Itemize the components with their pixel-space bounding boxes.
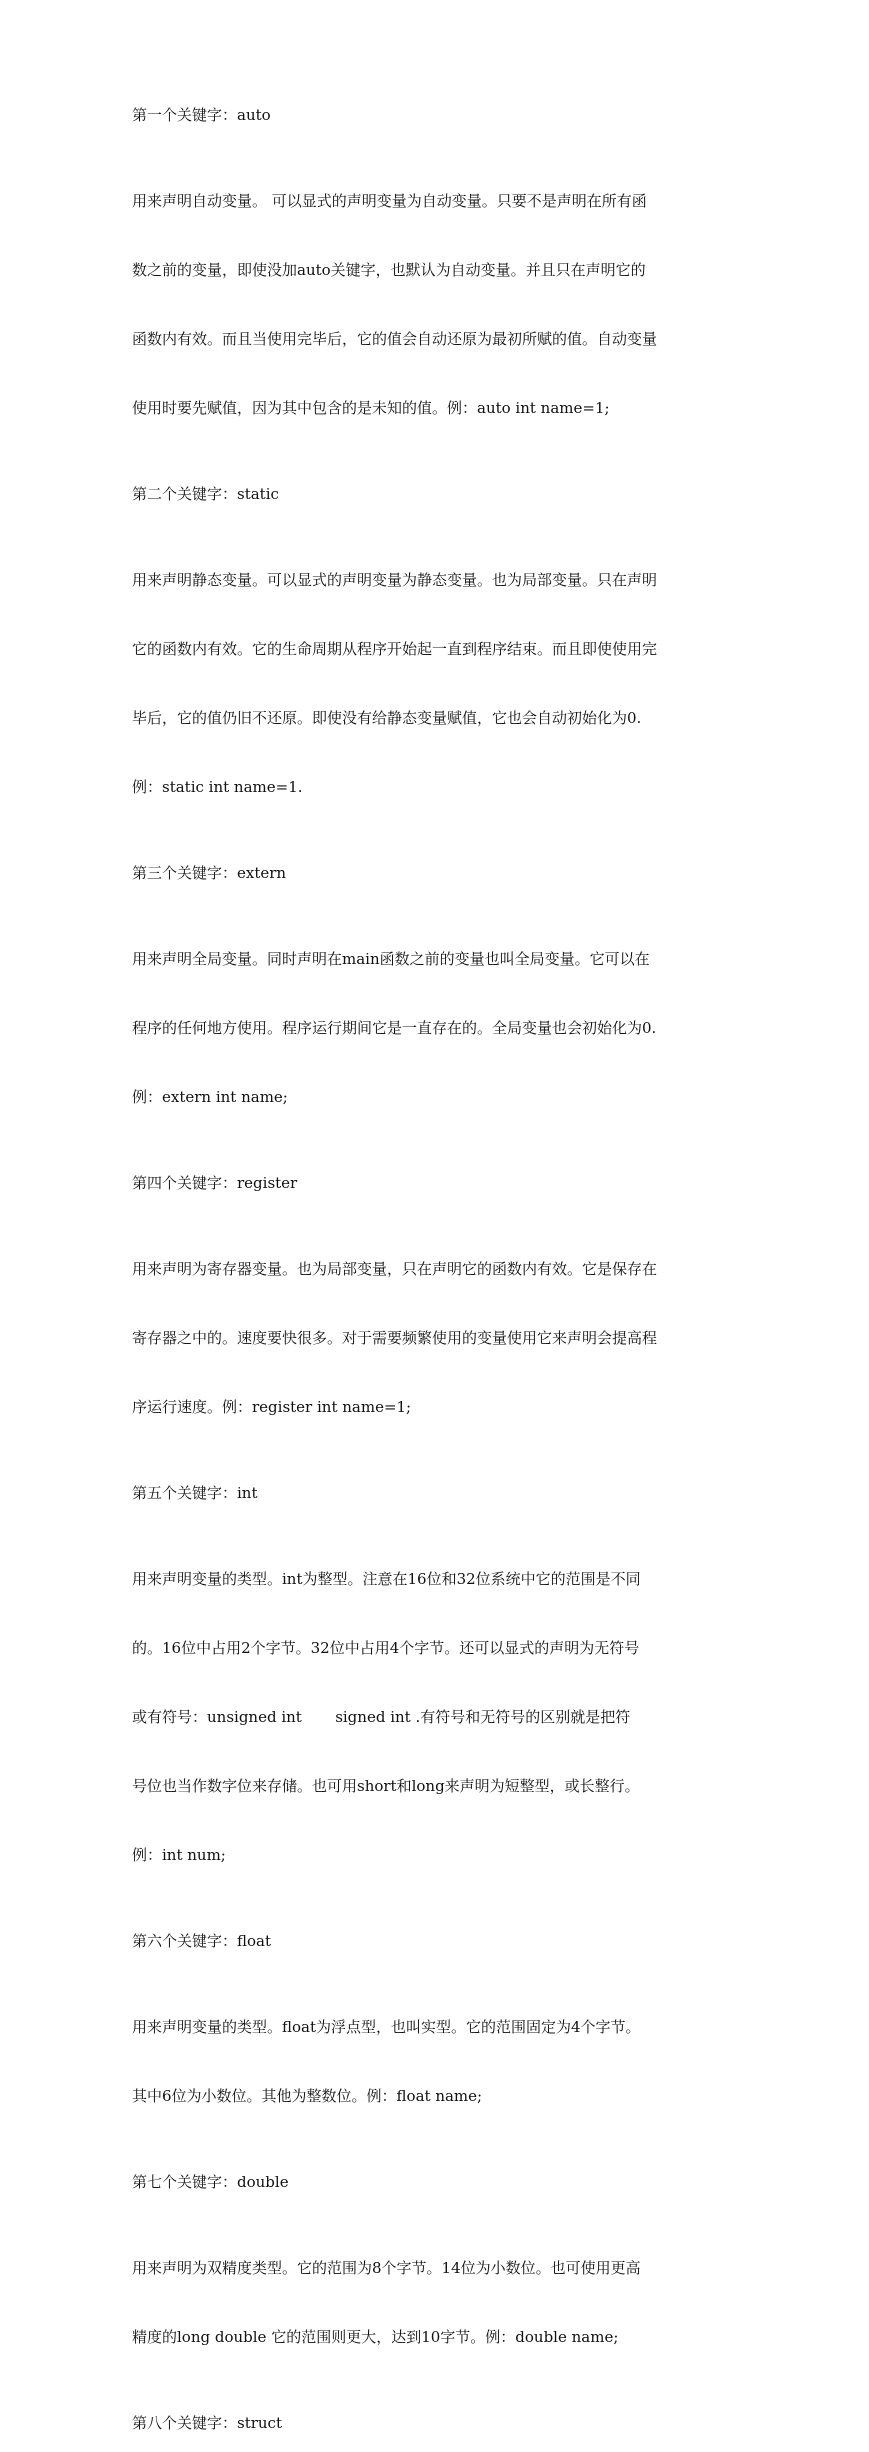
section-heading-auto: 第一个关键字：auto bbox=[132, 106, 271, 124]
text-line: 其中6位为小数位。其他为整数位。例：float name; bbox=[132, 2087, 483, 2105]
section-heading-double: 第七个关键字：double bbox=[132, 2173, 289, 2191]
text-line: 用来声明为寄存器变量。也为局部变量，只在声明它的函数内有效。它是保存在 bbox=[132, 1260, 658, 1278]
section-heading-register: 第四个关键字：register bbox=[132, 1174, 298, 1192]
text-line: 用来声明全局变量。同时声明在main函数之前的变量也叫全局变量。它可以在 bbox=[132, 950, 650, 968]
text-line: 用来声明变量的类型。int为整型。注意在16位和32位系统中它的范围是不同 bbox=[132, 1570, 641, 1588]
section-paragraph-int bbox=[132, 1522, 744, 1913]
text-line: 函数内有效。而且当使用完毕后，它的值会自动还原为最初所赋的值。自动变量 bbox=[132, 330, 658, 348]
section-heading-struct: 第八个关键字：struct bbox=[132, 2414, 282, 2432]
text-line: 程序的任何地方使用。程序运行期间它是一直存在的。全局变量也会初始化为0. bbox=[132, 1019, 657, 1037]
text-line: 例：static int name=1. bbox=[132, 778, 303, 796]
section-paragraph-extern bbox=[132, 902, 744, 1155]
text-line: 用来声明自动变量。 可以显式的声明变量为自动变量。只要不是声明在所有函 bbox=[132, 192, 647, 210]
section-paragraph-auto bbox=[132, 144, 744, 466]
text-line: 寄存器之中的。速度要快很多。对于需要频繁使用的变量使用它来声明会提高程 bbox=[132, 1329, 658, 1347]
section-heading-int: 第五个关键字：int bbox=[132, 1484, 258, 1502]
text-line: 号位也当作数字位来存储。也可用short和long来声明为短整型，或长整行。 bbox=[132, 1777, 640, 1795]
section-heading-static: 第二个关键字：static bbox=[132, 485, 279, 503]
section-paragraph-register bbox=[132, 1212, 744, 1465]
text-line: 用来声明变量的类型。float为浮点型，也叫实型。它的范围固定为4个字节。 bbox=[132, 2018, 641, 2036]
text-line: 例：extern int name; bbox=[132, 1088, 288, 1106]
section-heading-float: 第六个关键字：float bbox=[132, 1932, 272, 1950]
text-line: 毕后，它的值仍旧不还原。即使没有给静态变量赋值，它也会自动初始化为0. bbox=[132, 709, 642, 727]
text-line: 用来声明为双精度类型。它的范围为8个字节。14位为小数位。也可使用更高 bbox=[132, 2259, 641, 2277]
section-paragraph-double bbox=[132, 2211, 744, 2395]
section-heading-extern: 第三个关键字：extern bbox=[132, 864, 287, 882]
text-line: 序运行速度。例：register int name=1; bbox=[132, 1398, 412, 1416]
document-body bbox=[132, 104, 744, 2452]
section-paragraph-float bbox=[132, 1970, 744, 2154]
text-line: 数之前的变量，即使没加auto关键字，也默认为自动变量。并且只在声明它的 bbox=[132, 261, 646, 279]
text-line: 例：int num; bbox=[132, 1846, 226, 1864]
text-line: 的。16位中占用2个字节。32位中占用4个字节。还可以显式的声明为无符号 bbox=[132, 1639, 640, 1657]
text-line: 用来声明静态变量。可以显式的声明变量为静态变量。也为局部变量。只在声明 bbox=[132, 571, 658, 589]
section-paragraph-static bbox=[132, 523, 744, 845]
text-line: 它的函数内有效。它的生命周期从程序开始起一直到程序结束。而且即使使用完 bbox=[132, 640, 658, 658]
text-line: 或有符号：unsigned int signed int .有符号和无符号的区别就是把符 bbox=[132, 1708, 631, 1726]
text-line: 使用时要先赋值，因为其中包含的是未知的值。例：auto int name=1; bbox=[132, 399, 610, 417]
text-line: 精度的long double 它的范围则更大，达到10字节。例：double name; bbox=[132, 2328, 619, 2346]
